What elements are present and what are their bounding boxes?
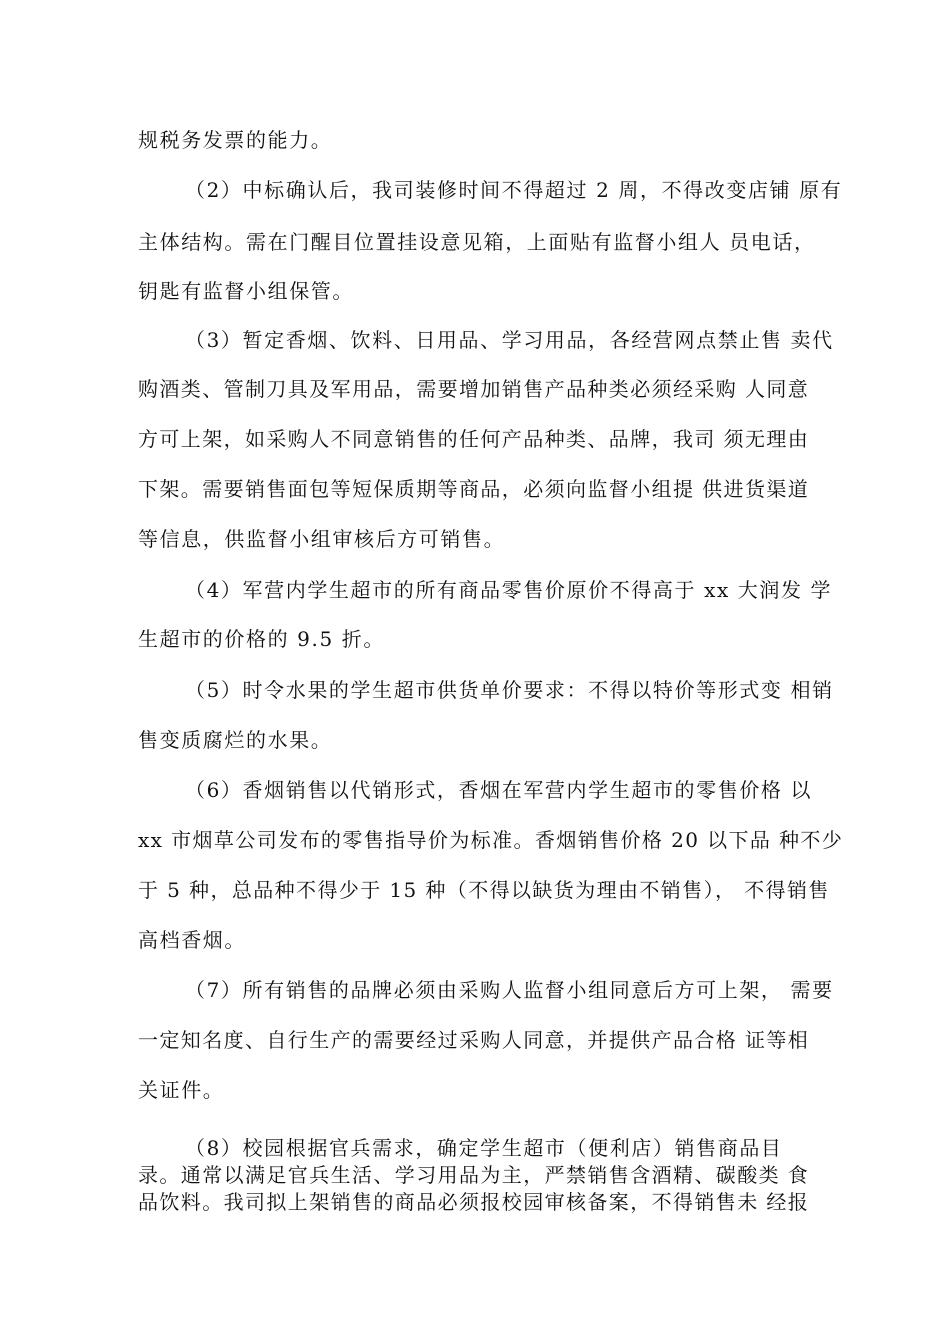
text-line: 于 5 种，总品种不得少于 15 种（不得以缺货为理由不销售）， 不得销售 <box>138 878 830 902</box>
text-line: 高档香烟。 <box>138 928 246 952</box>
text-line: （8）校园根据官兵需求，确定学生超市（便利店）销售商品目 <box>185 1136 783 1160</box>
text-line: （7）所有销售的品牌必须由采购人监督小组同意后方可上架， 需要 <box>185 978 834 1002</box>
text-line: 下架。需要销售面包等短保质期等商品，必须向监督小组提 供进货渠道 <box>138 477 810 501</box>
text-line: 关证件。 <box>138 1078 225 1102</box>
text-line: 生超市的价格的 9.5 折。 <box>138 627 385 651</box>
text-line: 方可上架，如采购人不同意销售的任何产品种类、品牌，我司 须无理由 <box>138 427 810 451</box>
text-line: （5）时令水果的学生超市供货单价要求：不得以特价等形式变 相销 <box>185 678 834 702</box>
text-line: 主体结构。需在门醒目位置挂设意见箱，上面贴有监督小组人 员电话， <box>138 230 816 254</box>
text-line: 品饮料。我司拟上架销售的商品必须报校园审核备案，不得销售未 经报 <box>138 1190 810 1214</box>
text-line: 购酒类、管制刀具及军用品，需要增加销售产品种类必须经采购 人同意 <box>138 377 810 401</box>
text-line: （3）暂定香烟、饮料、日用品、学习用品，各经营网点禁止售 卖代 <box>185 328 834 352</box>
text-line: 钥匙有监督小组保管。 <box>138 279 354 303</box>
text-line: （2）中标确认后，我司装修时间不得超过 2 周，不得改变店铺 原有 <box>185 178 843 202</box>
text-line: 录。通常以满足官兵生活、学习用品为主，严禁销售含酒精、碳酸类 食 <box>138 1163 810 1187</box>
text-line: 售变质腐烂的水果。 <box>138 728 333 752</box>
text-line: （6）香烟销售以代销形式，香烟在军营内学生超市的零售价格 以 <box>185 778 813 802</box>
text-line: 规税务发票的能力。 <box>138 128 333 152</box>
text-line: xx 市烟草公司发布的零售指导价为标准。香烟销售价格 20 以下品 种不少 <box>138 828 844 852</box>
text-line: 一定知名度、自行生产的需要经过采购人同意，并提供产品合格 证等相 <box>138 1028 810 1052</box>
text-line: 等信息，供监督小组审核后方可销售。 <box>138 527 506 551</box>
text-line: （4）军营内学生超市的所有商品零售价原价不得高于 xx 大润发 学 <box>185 578 833 602</box>
